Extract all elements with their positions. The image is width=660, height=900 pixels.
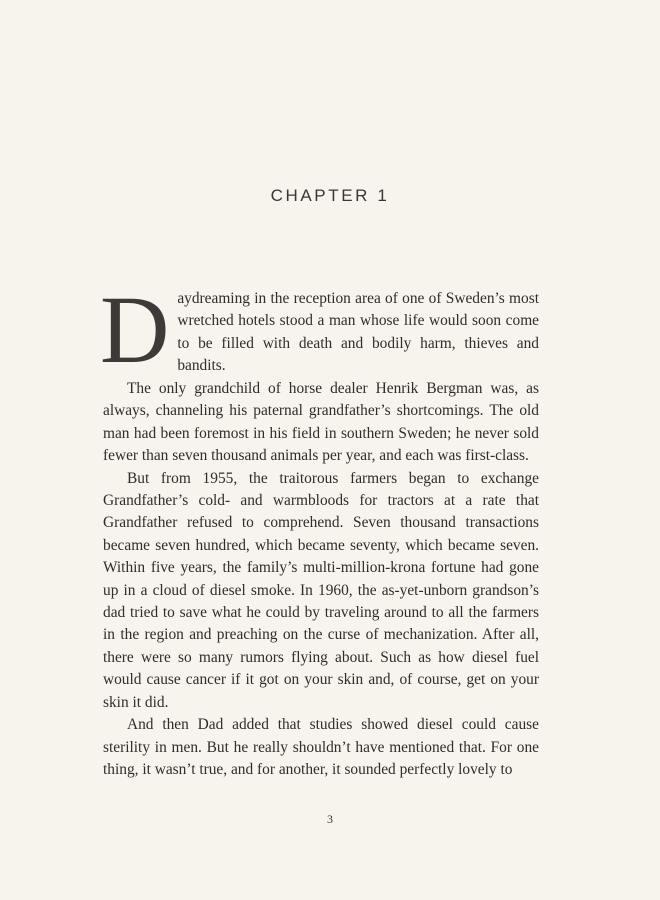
page-number: 3 — [327, 812, 333, 826]
first-paragraph — [100, 276, 539, 383]
paragraph: But from 1955, the traitorous farmers began to exchange Grandfather’s cold- and warmbloods for tractors at a rate that Grandfather refused to comprehend. Seven thousand transactions became seven hundred, which became seventy, which became seven. Within five years, the family’s multi-million-krona fortune had gone up in a cloud of diesel smoke. In 1960, the as-yet-unborn grandson’s dad tried to save what he could by traveling around to all the farmers in the region and preaching on the curse of mechanization. After all, there were so many rumors flying about. Such as how diesel fuel would cause cancer if it got on your skin and, of course, get on your skin it did. — [103, 469, 539, 711]
drop-cap: D — [100, 276, 170, 383]
paragraph: The only grandchild of horse dealer Henrik Bergman was, as always, channeling his paternal grandfather’s shortcomings. The old man had been foremost in his field in southern Sweden; he never sold fewer than seven thousand animals per year, and each was first-class. — [103, 380, 539, 465]
body-text — [100, 276, 539, 781]
chapter-heading: CHAPTER 1 — [270, 186, 390, 205]
paragraph: And then Dad added that studies showed diesel could cause sterility in men. But he really shouldn’t have mentioned that. For one thing, it wasn’t true, and for another, it sounded perfectly lovely to — [103, 716, 539, 778]
first-paragraph-text: aydreaming in the reception area of one of Sweden’s most wretched hotels stood a man whose life would soon come to be filled with death and bodily harm, thieves and bandits. — [177, 290, 539, 375]
